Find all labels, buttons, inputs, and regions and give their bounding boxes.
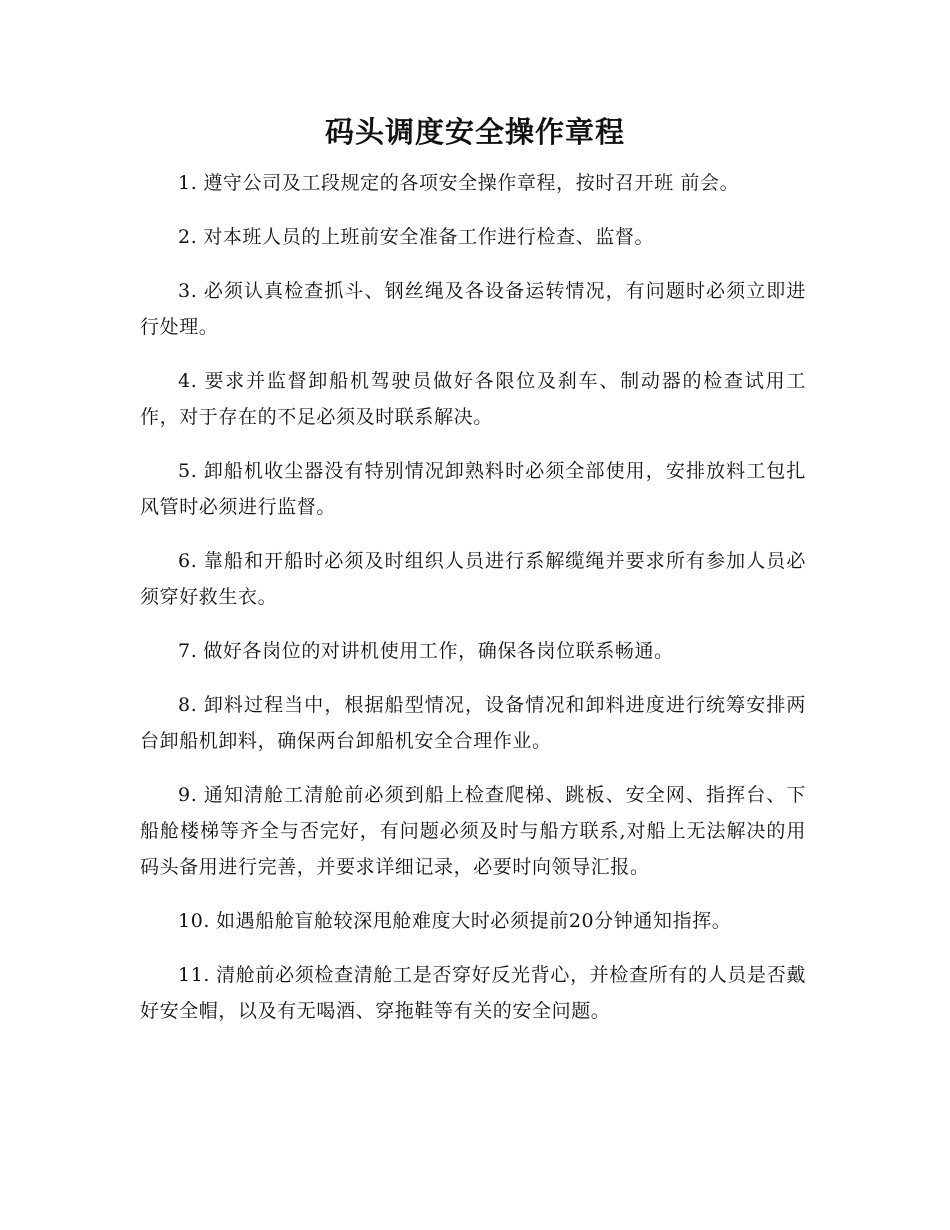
document-body bbox=[140, 165, 806, 1047]
item-text: 如遇船舱盲舱较深甩舱难度大时必须提前20分钟通知指挥。 bbox=[216, 910, 732, 932]
item-text: 卸料过程当中，根据船型情况，设备情况和卸料进度进行统筹安排两台卸船机卸料，确保两台卸船机安全合理作业。 bbox=[140, 694, 806, 752]
item-text: 靠船和开船时必须及时组织人员进行系解缆绳并要求所有参加人员必须穿好救生衣。 bbox=[140, 550, 806, 608]
list-item bbox=[140, 273, 806, 345]
list-item bbox=[140, 219, 806, 255]
item-number: 6. bbox=[178, 550, 198, 572]
item-text: 通知清舱工清舱前必须到船上检查爬梯、跳板、安全网、指挥台、下船舱楼梯等齐全与否完好，有问题必须及时与船方联系,对船上无法解决的用码头备用进行完善，并要求详细记录，必要时向领导汇报。 bbox=[140, 784, 806, 878]
list-item bbox=[140, 777, 806, 885]
item-number: 11. bbox=[178, 964, 211, 986]
item-number: 7. bbox=[178, 640, 198, 662]
list-item bbox=[140, 903, 806, 939]
page-title: 码头调度安全操作章程 bbox=[324, 115, 625, 149]
item-text: 对本班人员的上班前安全准备工作进行检查、监督。 bbox=[203, 226, 655, 248]
list-item bbox=[140, 363, 806, 435]
list-item bbox=[140, 687, 806, 759]
item-number: 10. bbox=[178, 910, 211, 932]
list-item bbox=[140, 633, 806, 669]
list-item bbox=[140, 165, 806, 201]
item-number: 1. bbox=[178, 172, 198, 194]
item-number: 2. bbox=[178, 226, 198, 248]
list-item bbox=[140, 957, 806, 1029]
item-text: 卸船机收尘器没有特别情况卸熟料时必须全部使用，安排放料工包扎风管时必须进行监督。 bbox=[140, 460, 806, 518]
item-text: 要求并监督卸船机驾驶员做好各限位及刹车、制动器的检查试用工作，对于存在的不足必须及时联系解决。 bbox=[140, 370, 806, 428]
item-text: 做好各岗位的对讲机使用工作，确保各岗位联系畅通。 bbox=[203, 640, 674, 662]
item-number: 5. bbox=[178, 460, 198, 482]
item-text: 必须认真检查抓斗、钢丝绳及各设备运转情况，有问题时必须立即进行处理。 bbox=[140, 280, 806, 338]
item-number: 9. bbox=[178, 784, 198, 806]
item-number: 4. bbox=[178, 370, 198, 392]
item-text: 清舱前必须检查清舱工是否穿好反光背心，并检查所有的人员是否戴好安全帽，以及有无喝酒、穿拖鞋等有关的安全问题。 bbox=[140, 964, 806, 1022]
item-text: 遵守公司及工段规定的各项安全操作章程，按时召开班 前会。 bbox=[203, 172, 740, 194]
list-item bbox=[140, 543, 806, 615]
item-number: 3. bbox=[178, 280, 198, 302]
list-item bbox=[140, 453, 806, 525]
item-number: 8. bbox=[178, 694, 198, 716]
